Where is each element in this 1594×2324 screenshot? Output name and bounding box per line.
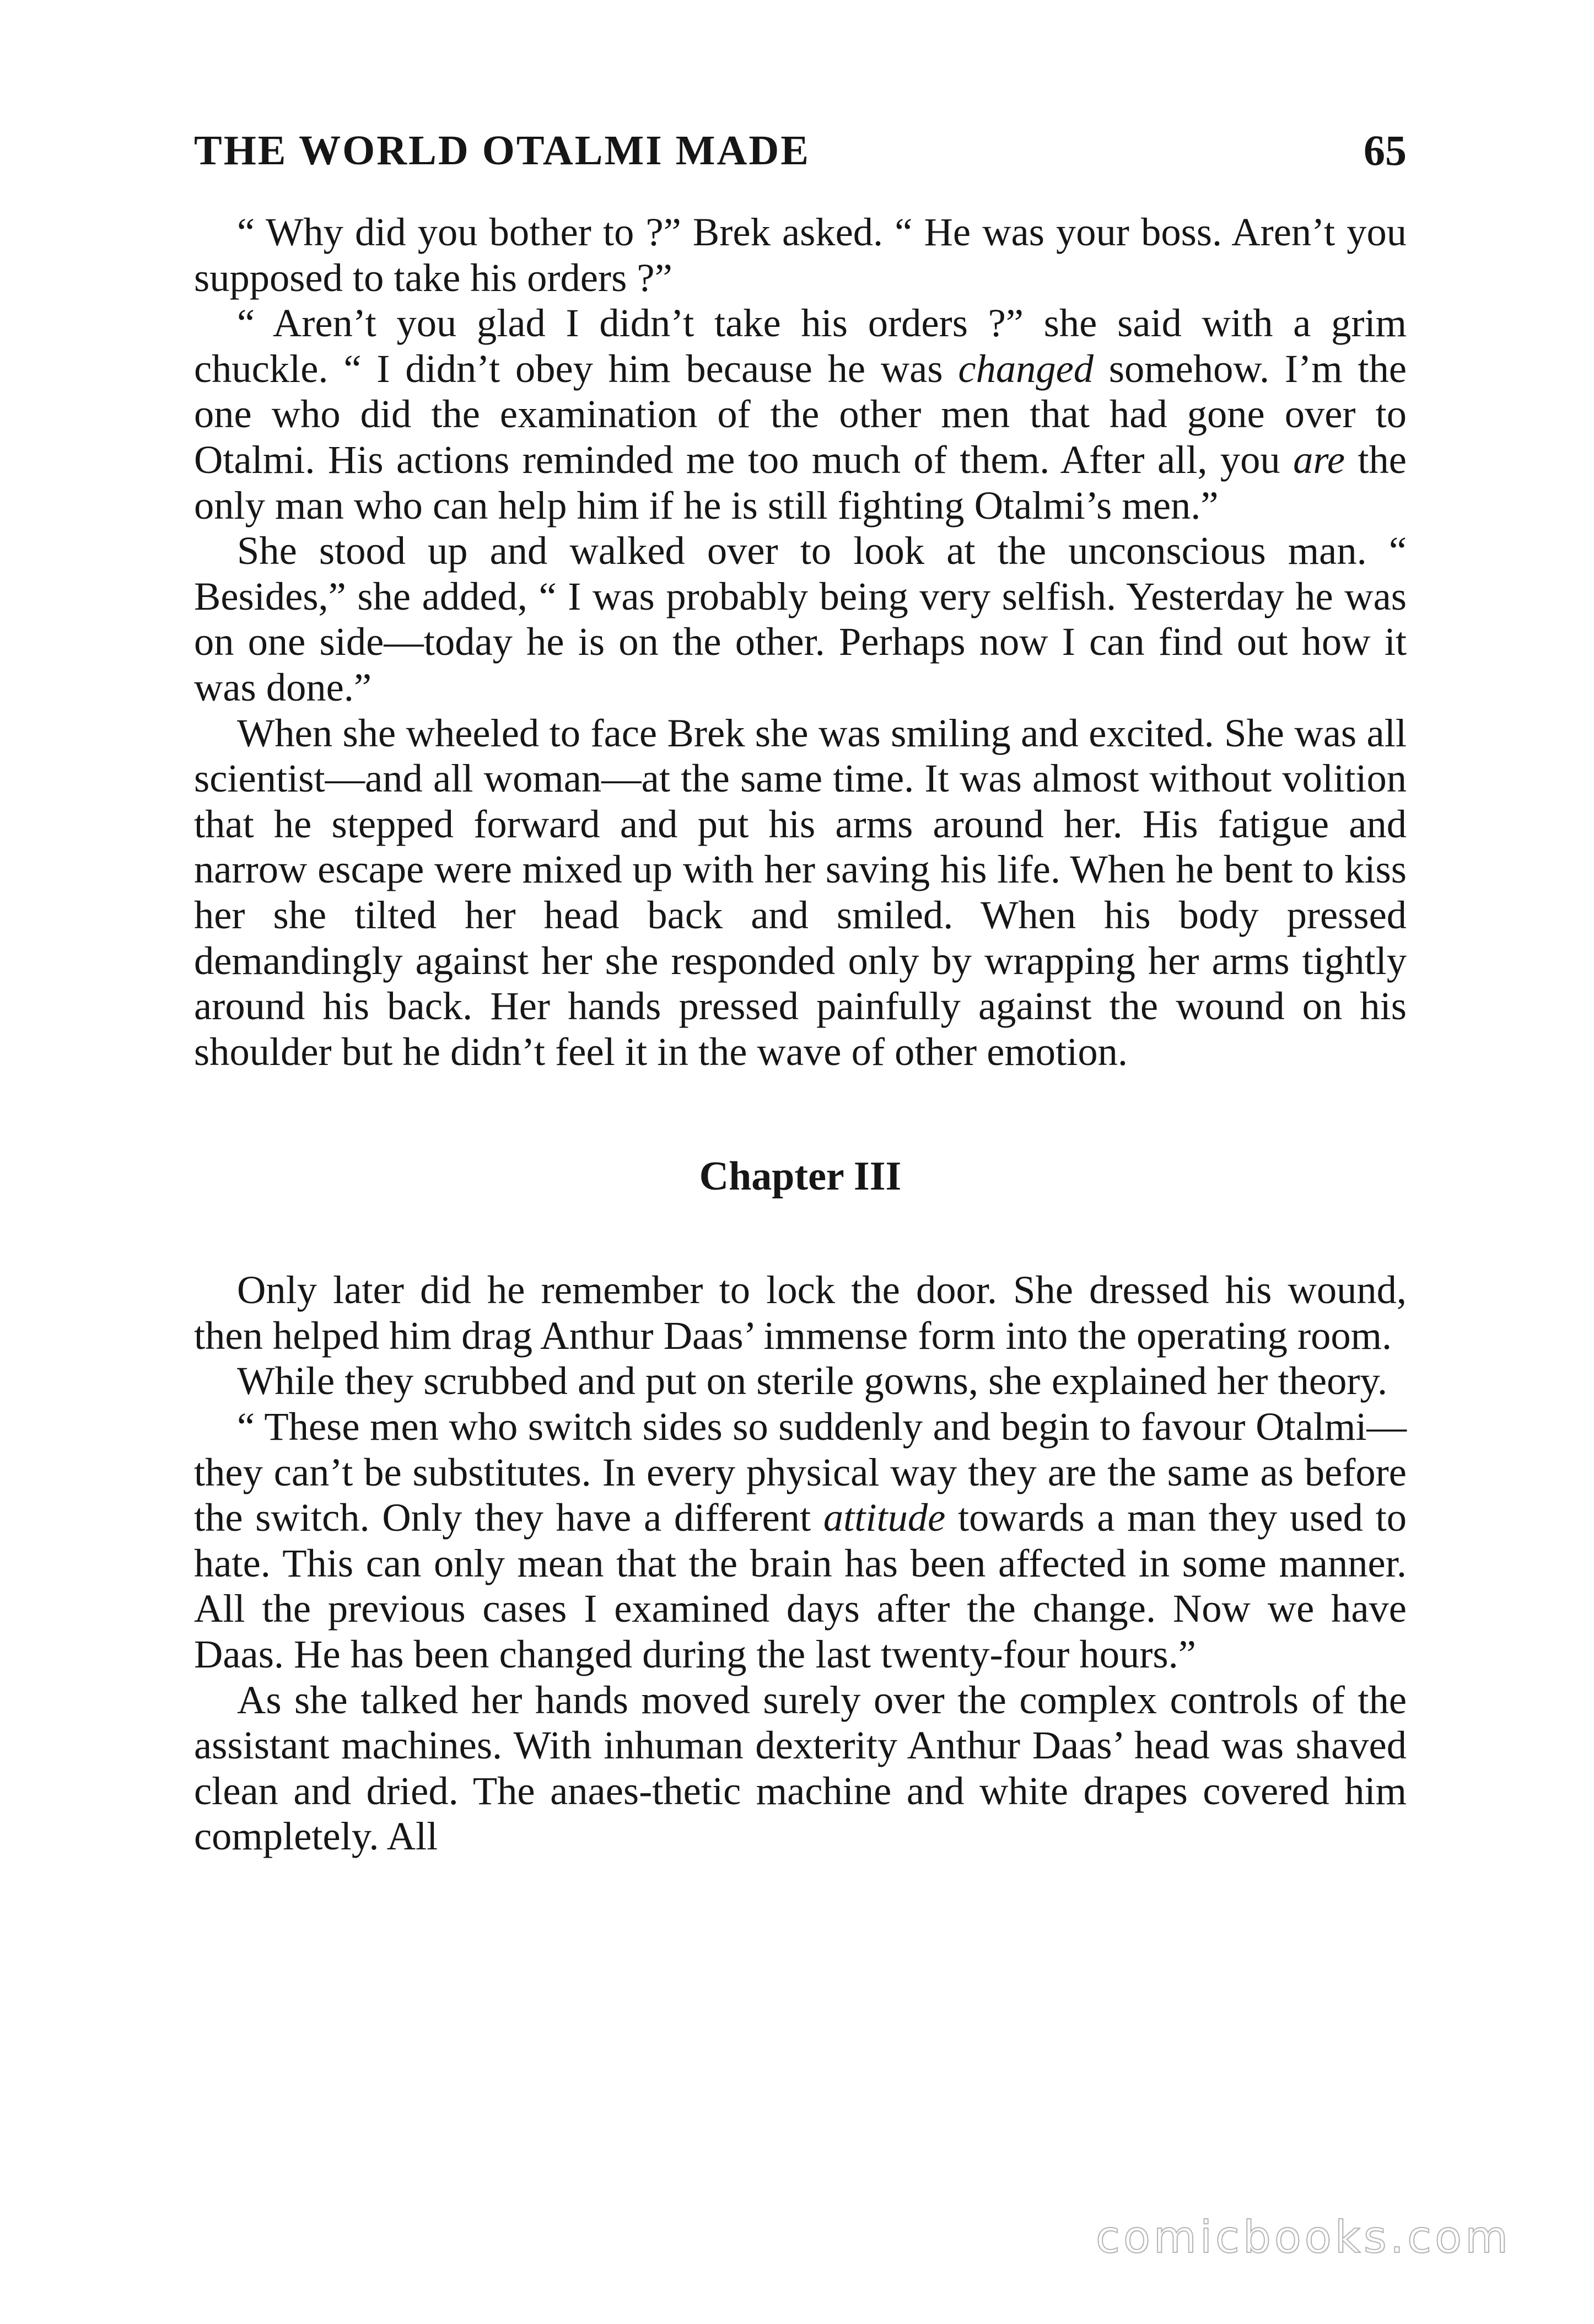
paragraph-text: “ Why did you bother to ?” Brek asked. “ He was your boss. Aren’t you supposed to take his orders ?” (194, 209, 1407, 300)
paragraph (194, 1404, 1407, 1677)
body-text (194, 209, 1407, 1859)
paragraph (194, 1677, 1407, 1859)
paragraph-text: When she wheeled to face Brek she was smiling and excited. She was all scientist—and all woman—at the same time. It was almost without volition that he stepped forward and put his arms around her. His fatigue and narrow escape were mixed up with her saving his life. When he bent to kiss her she tilted her head back and smiled. When his body pressed demandingly against her she responded only by wrapping her arms tightly around his back. Her hands pressed painfully against the wound on his shoulder but he didn’t feel it in the wave of other emotion. (194, 710, 1407, 1074)
paragraph-text: While they scrubbed and put on sterile gowns, she explained her theory. (237, 1358, 1388, 1403)
running-head (194, 120, 1407, 181)
paragraph (194, 711, 1407, 1075)
paragraph (194, 209, 1407, 300)
paragraph-text: somehow. I’m the one who did the examination of the other men that had gone over to Otalmi. His actions reminded me too much of them. After all, you (194, 346, 1407, 482)
paragraph-text: As she talked her hands moved surely over the complex controls of the assistant machines. With inhuman dexterity Anthur Daas’ head was shaved clean and dried. The anaes-thetic machine and white drapes covered him completely. All (194, 1677, 1407, 1859)
watermark: comicbooks.com (1095, 2212, 1511, 2263)
paragraph (194, 300, 1407, 528)
italic-text: attitude (823, 1495, 946, 1540)
paragraph-text: towards a man they used to hate. This can only mean that the brain has been affected in some manner. All the previous cases I examined days after the change. Now we have Daas. He has been changed during the last twenty-four hours.” (194, 1495, 1407, 1677)
running-title: THE WORLD OTALMI MADE (194, 127, 810, 174)
italic-text: changed (958, 346, 1094, 391)
paragraph-text: the only man who can help him if he is still fighting Otalmi’s men.” (194, 437, 1407, 528)
paragraph (194, 1358, 1407, 1404)
paragraph-text: She stood up and walked over to look at the unconscious man. “ Besides,” she added, “ I was probably being very selfish. Yesterday he was on one side—today he is on the other. Perhaps now I can find out how it was done.” (194, 528, 1407, 709)
chapter-heading: Chapter III (699, 1154, 902, 1199)
paragraph-text: “ These men who switch sides so suddenly and begin to favour Otalmi—they can’t be substitutes. In every physical way they are the same as before the switch. Only they have a different (194, 1404, 1407, 1540)
paragraph (194, 1267, 1407, 1358)
page-number: 65 (1364, 126, 1407, 174)
paragraph (194, 528, 1407, 710)
italic-text: are (1293, 437, 1345, 482)
paragraph-text: Only later did he remember to lock the door. She dressed his wound, then helped him drag Anthur Daas’ immense form into the operating room. (194, 1267, 1407, 1358)
paragraph-text: “ Aren’t you glad I didn’t take his orders ?” she said with a grim chuckle. “ I didn’t obey him because he was (194, 300, 1407, 391)
